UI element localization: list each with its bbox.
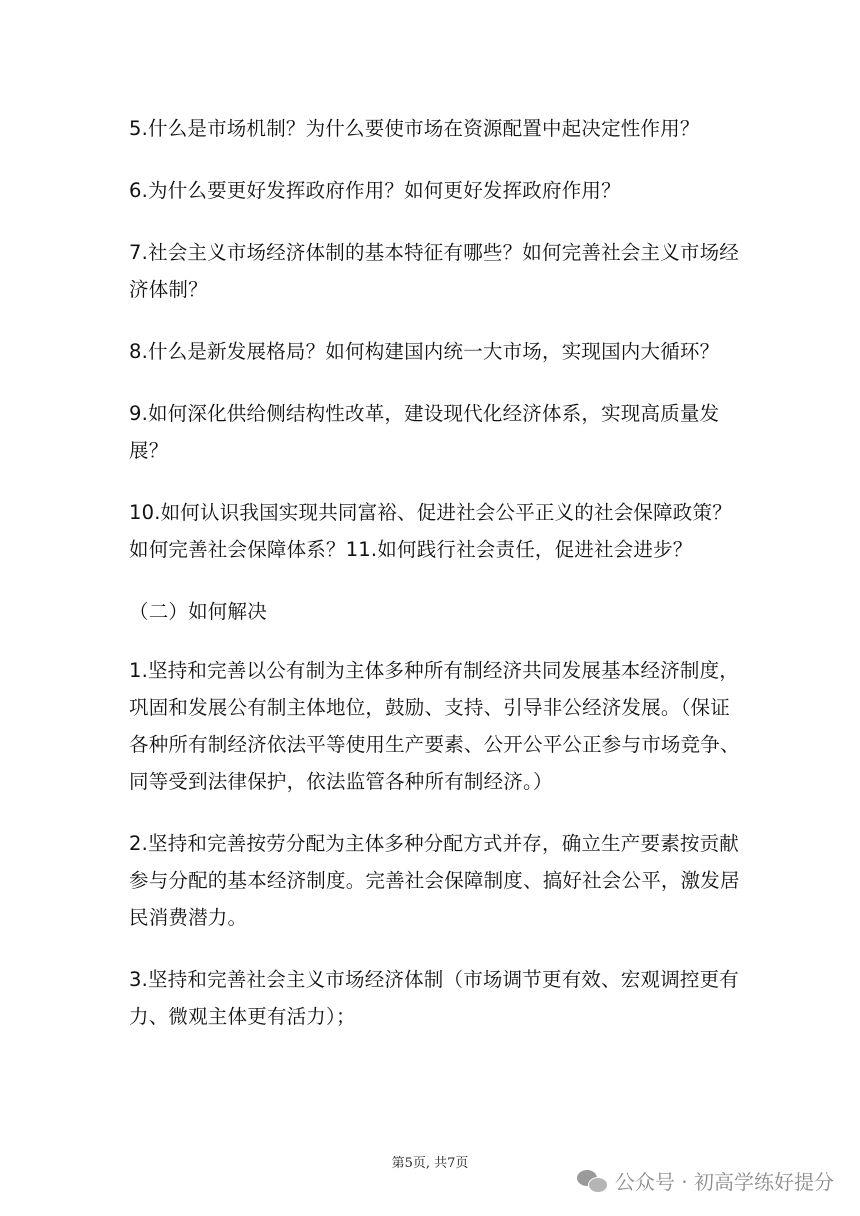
solution-2: 2.坚持和完善按劳分配为主体多种分配方式并存，确立生产要素按贡献参与分配的基本经济制度。完善社会保障制度、搞好社会公平，激发居民消费潜力。: [129, 832, 740, 929]
solution-3: 3.坚持和完善社会主义市场经济体制（市场调节更有效、宏观调控更有力、微观主体更有活力）；: [129, 968, 740, 1028]
page-number: 第5页, 共7页: [391, 1156, 469, 1171]
solution-1: 1.坚持和完善以公有制为主体多种所有制经济共同发展基本经济制度，巩固和发展公有制主体地位，鼓励、支持、引导非公经济发展。（保证各种所有制经济依法平等使用生产要素、公开公平公正参与市场竞争、同等受到法律保护，依法监管各种所有制经济。）: [129, 659, 740, 793]
question-10-11: 10.如何认识我国实现共同富裕、促进社会公平正义的社会保障政策？如何完善社会保障体系？11.如何践行社会责任，促进社会进步？: [129, 501, 732, 561]
document-body: [129, 110, 741, 1060]
watermark-text: 公众号 · 初高学练好提分: [614, 1170, 834, 1194]
question-6: 6.为什么要更好发挥政府作用？如何更好发挥政府作用？: [129, 179, 621, 202]
watermark: [577, 1166, 834, 1195]
section-heading: （二）如何解决: [129, 600, 267, 623]
question-8: 8.什么是新发展格局？如何构建国内统一大市场，实现国内大循环？: [129, 340, 720, 363]
question-9: 9.如何深化供给侧结构性改革，建设现代化经济体系，实现高质量发展？: [129, 402, 720, 462]
question-7: 7.社会主义市场经济体制的基本特征有哪些？如何完善社会主义市场经济体制？: [129, 241, 740, 301]
wechat-icon: [577, 1168, 607, 1194]
question-5: 5.什么是市场机制？为什么要使市场在资源配置中起决定性作用？: [129, 117, 700, 140]
